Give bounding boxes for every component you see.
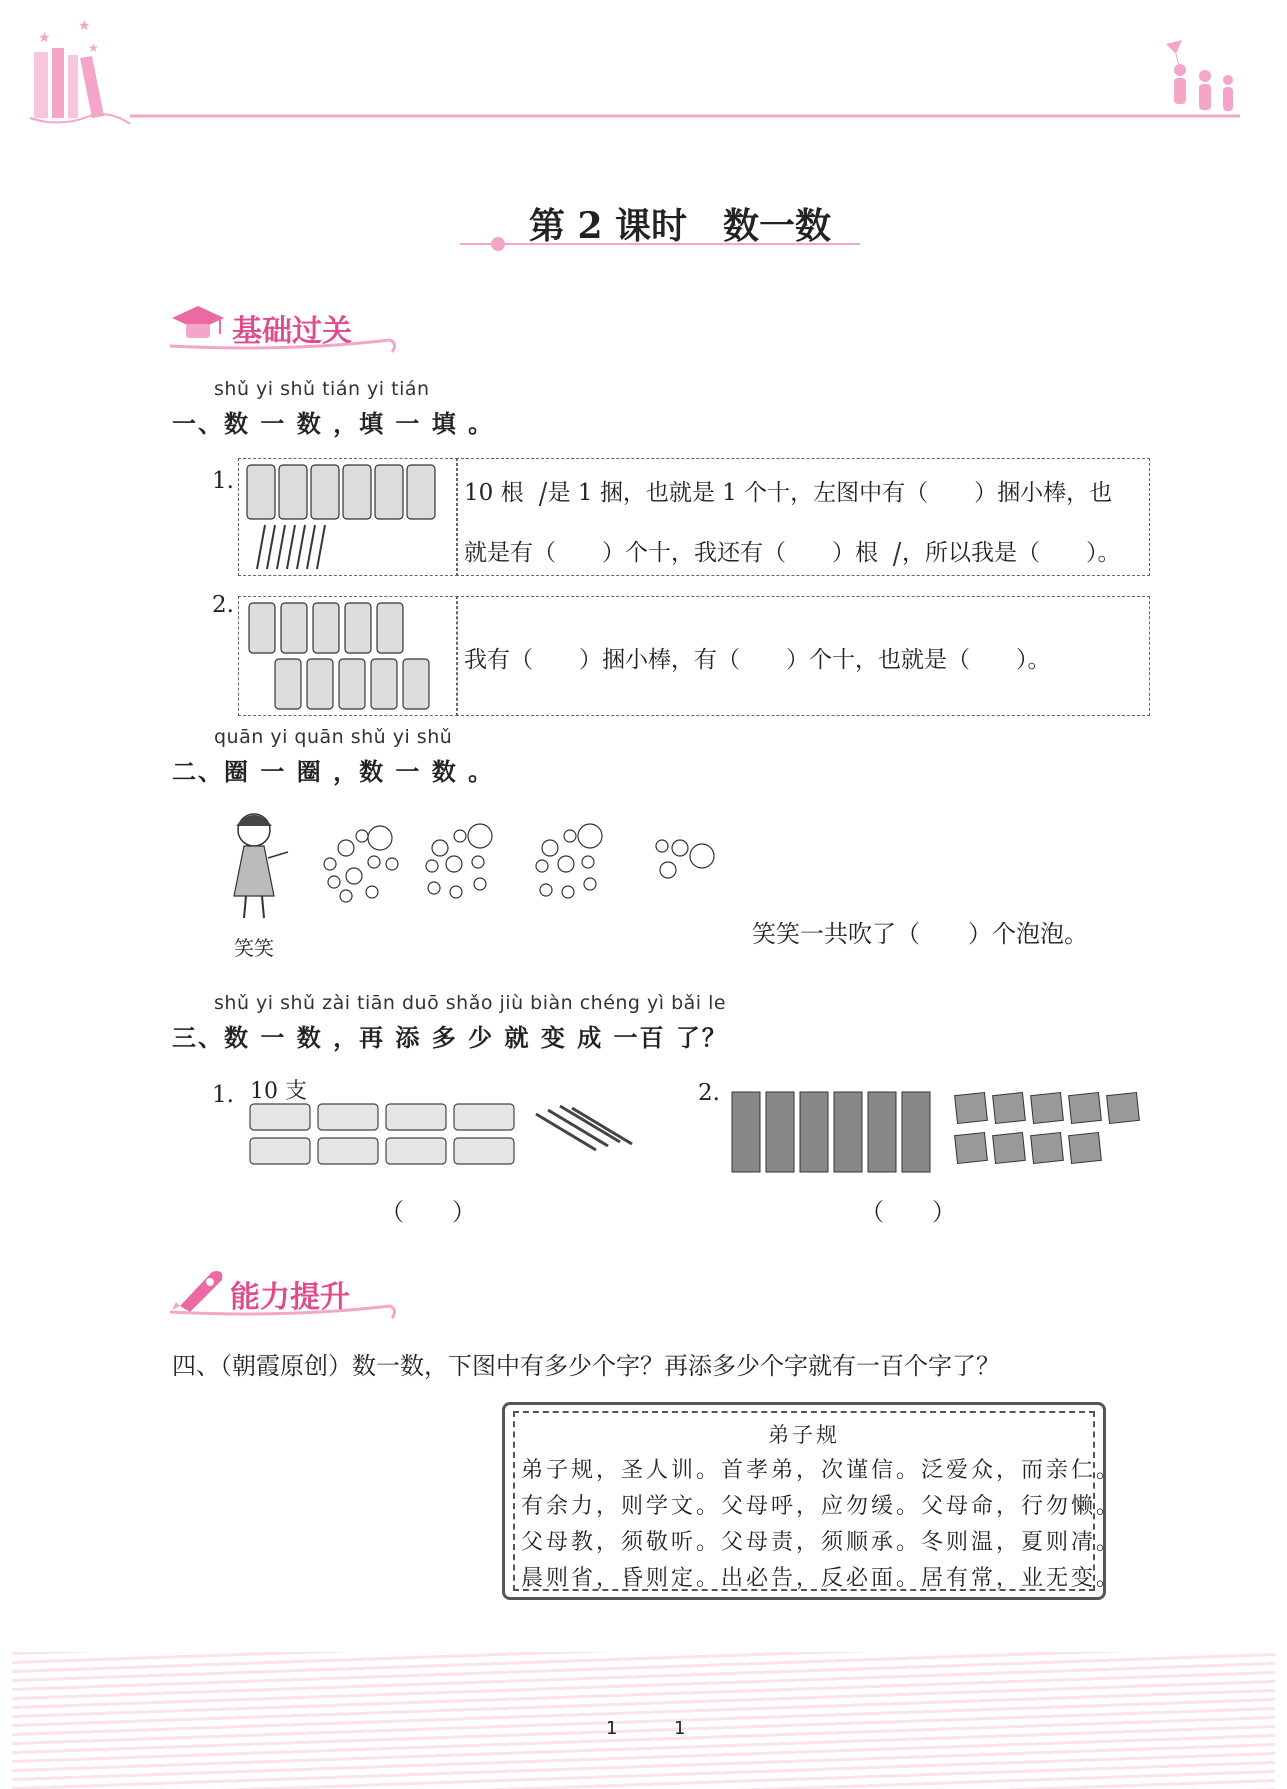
pencil-boxes-icon — [246, 1100, 646, 1172]
bubbles-group — [310, 818, 730, 908]
q1-item1-line1-b: 是 1 捆，也就是 1 个十，左图中有（ ）捆小棒，也 — [547, 480, 1113, 506]
q1-item2-text: 我有（ ）捆小棒，有（ ）个十，也就是（ ）。 — [464, 647, 1051, 673]
poem-title: 弟子规 — [768, 1423, 840, 1447]
q1-item1-number: 1. — [212, 468, 234, 494]
footer-band — [12, 1652, 1275, 1789]
q1-item2-image-box — [238, 596, 458, 716]
q1-item1-image-box — [238, 458, 458, 576]
q3-pinyin: shǔ yi shǔ zài tiān duō shǎo jiù biàn chéng yì bǎi le — [214, 992, 727, 1014]
poem-line: 晨则省，昏则定。出必告，反必面。居有常，业无变。 — [521, 1566, 1122, 1591]
book-stacks-icon — [728, 1088, 1148, 1178]
section-advance-swoosh — [170, 1296, 400, 1320]
lesson-title: 第 2 课时 数一数 — [528, 205, 832, 247]
girl-name-label: 笑笑 — [234, 936, 274, 960]
poem-line: 有余力，则学文。父母呼，应勿缓。父母命，行勿懒。 — [521, 1494, 1122, 1519]
q3-title: 三、数 一 数 ，再 添 多 少 就 变 成 一百 了？ — [172, 1024, 728, 1052]
children-kite-icon — [1166, 40, 1233, 111]
svg-text:★: ★ — [88, 41, 99, 55]
q3-item1-answer: （ ） — [380, 1198, 476, 1226]
page-number-right: 1 — [674, 1718, 686, 1739]
single-stick-icon — [879, 542, 901, 566]
q1-item1-line2-b: ，所以我是（ ）。 — [902, 540, 1121, 566]
q2-pinyin: quān yi quān shǔ yi shǔ — [214, 726, 453, 748]
svg-text:★: ★ — [38, 30, 51, 46]
girl-blowing-bubbles-icon — [208, 808, 308, 928]
q1-item1-line1-a: 10 根 — [464, 480, 524, 506]
poem-inner-border — [513, 1411, 1122, 1591]
q1-title: 一、数 一 数 ，填 一 填 。 — [172, 410, 495, 438]
q3-item2-answer: （ ） — [860, 1198, 956, 1226]
header-decoration — [0, 0, 1287, 140]
q1-item1-line2 — [464, 534, 1121, 567]
q4-title: 四、（朝霞原创）数一数，下图中有多少个字？再添多少个字就有一百个字了？ — [172, 1352, 1000, 1380]
section-advance-title: 能力提升 — [230, 1280, 350, 1315]
q1-item1-line2-a: 就是有（ ）个十，我还有（ ）根 — [464, 540, 878, 566]
section-basic-swoosh — [170, 330, 400, 354]
poem-line: 弟子规，圣人训。首孝弟，次谨信。泛爱众，而亲仁。 — [521, 1458, 1122, 1483]
q3-item1-number: 1. — [212, 1082, 234, 1108]
poem-frame — [502, 1402, 1122, 1600]
q1-item1-line1 — [464, 474, 1112, 507]
stick-bundles-icon — [239, 459, 457, 575]
q1-item2-number: 2. — [212, 592, 234, 618]
page-number-left: 1 — [606, 1718, 618, 1739]
q3-item1-label: 10 支 — [250, 1079, 307, 1104]
q3-item2-number: 2. — [698, 1080, 720, 1106]
poem-line: 父母教，须敬听。父母责，须顺承。冬则温，夏则凊。 — [521, 1530, 1122, 1555]
svg-text:★: ★ — [78, 18, 91, 34]
q1-pinyin: shǔ yi shǔ tián yi tián — [214, 378, 430, 400]
q2-title: 二、圈 一 圈 ，数 一 数 。 — [172, 758, 495, 786]
stick-bundles-ten-icon — [239, 597, 457, 715]
q2-answer: 笑笑一共吹了（ ）个泡泡。 — [752, 920, 1088, 948]
section-basic-title: 基础过关 — [232, 314, 352, 349]
single-stick-icon — [524, 482, 546, 506]
books-stars-icon — [30, 18, 130, 124]
title-underline — [460, 236, 860, 256]
